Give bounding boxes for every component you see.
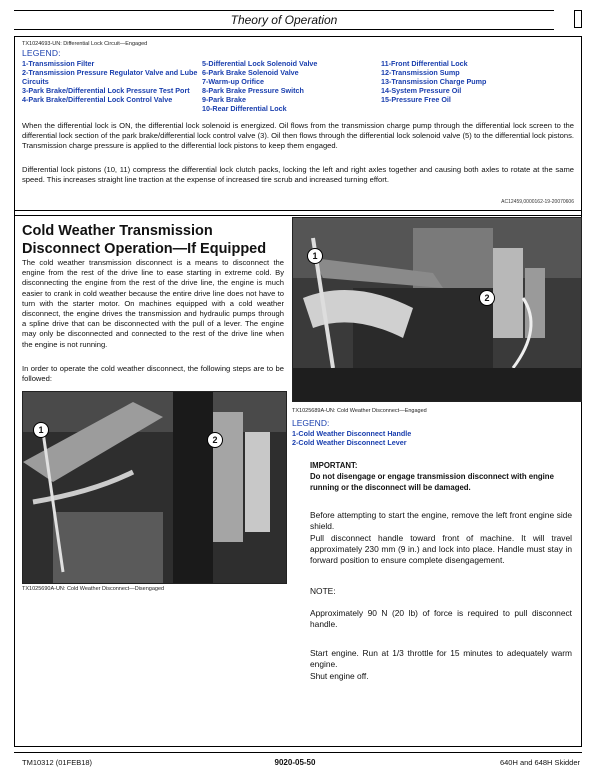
legend-title: LEGEND:	[22, 48, 61, 58]
note-label: NOTE:	[310, 586, 336, 596]
instruction-steps-1	[310, 510, 572, 566]
page-header	[14, 10, 554, 30]
diff-lock-paragraph-1: When the differential lock is ON, the differential lock solenoid is energized. Oil flows from the transmission charge pump through the differential lock screen to the differential lock section of the park brake/differential lock control valve (3). Oil then flows through the differential lock solenoid valve (5) to the differential lock pistons. Transmission charge pressure is applied to the differential lock pistons to keep them engaged.	[22, 121, 574, 151]
important-label: IMPORTANT:	[310, 461, 358, 470]
callout-2: 2	[207, 432, 223, 448]
step: Before attempting to start the engine, remove the left front engine side shield.	[310, 510, 572, 532]
legend-title: LEGEND:	[292, 418, 330, 428]
legend-item: 15-Pressure Free Oil	[381, 95, 451, 104]
step: Pull disconnect handle toward front of machine. It will travel approximately 230 mm (9 in.) and lock into place. Handle must stay in forward position to ensure complete disengagement.	[310, 532, 572, 566]
legend-item: 7-Warm-up Orifice	[202, 77, 265, 86]
legend-item: 13-Transmission Charge Pump	[381, 77, 487, 86]
legend-list	[292, 429, 411, 447]
legend-item: 2-Transmission Pressure Regulator Valve and Lube Circuits	[22, 68, 198, 86]
header-title: Theory of Operation	[230, 13, 338, 27]
callout-1: 1	[33, 422, 49, 438]
legend-item: 9-Park Brake	[202, 95, 246, 104]
step: Start engine. Run at 1/3 throttle for 15 minutes to adequately warm engine.	[310, 648, 572, 670]
legend-item: 1-Cold Weather Disconnect Handle	[292, 429, 412, 438]
legend-item: 3-Park Brake/Differential Lock Pressure Test Port	[22, 86, 190, 95]
legend-item: 11-Front Differential Lock	[381, 59, 468, 68]
figure-caption: TX1025690A-UN: Cold Weather Disconnect—Disengaged	[22, 586, 165, 592]
legend-item: 2-Cold Weather Disconnect Lever	[292, 438, 407, 447]
legend-item: 10-Rear Differential Lock	[202, 104, 287, 113]
callout-1: 1	[307, 248, 323, 264]
important-text: Do not disengage or engage transmission disconnect with engine running or the disconnect will be damaged.	[310, 472, 554, 492]
section-title: Cold Weather Transmission Disconnect Operation—If Equipped	[22, 223, 267, 257]
footer-page-number: 9020-05-50	[274, 758, 316, 767]
instruction-steps-2	[310, 648, 572, 682]
engaged-photo	[292, 217, 582, 402]
figure-caption: TX1024693-UN: Differential Lock Circuit—Engaged	[22, 41, 148, 47]
figure-caption: TX1025689A-UN: Cold Weather Disconnect—Engaged	[292, 408, 427, 414]
engine-bay-image	[293, 218, 581, 401]
reference-code: AC12459,0000162-19-20070606	[501, 199, 574, 205]
footer-model: 640H and 648H Skidder	[499, 758, 580, 767]
legend-item: 4-Park Brake/Differential Lock Control Valve	[22, 95, 173, 104]
disengaged-photo	[22, 391, 287, 584]
footer-rule	[14, 752, 582, 753]
engine-bay-image	[23, 392, 286, 583]
callout-2: 2	[479, 290, 495, 306]
legend-item: 12-Transmission Sump	[381, 68, 460, 77]
note-text: Approximately 90 N (20 lb) of force is required to pull disconnect handle.	[310, 608, 572, 630]
legend-item: 6-Park Brake Solenoid Valve	[202, 68, 299, 77]
legend-item: 8-Park Brake Pressure Switch	[202, 86, 304, 95]
legend-column-2	[202, 59, 372, 113]
legend-column-1	[22, 59, 200, 104]
cold-weather-paragraph-2: In order to operate the cold weather disconnect, the following steps are to be followed:	[22, 364, 284, 384]
legend-item: 1-Transmission Filter	[22, 59, 95, 68]
header-tab-marker	[574, 10, 582, 28]
legend-item: 5-Differential Lock Solenoid Valve	[202, 59, 318, 68]
step: Shut engine off.	[310, 670, 369, 681]
cold-weather-paragraph-1: The cold weather transmission disconnect is a means to disconnect the engine from the rest of the drive line to ease starting in extreme cold. By disconnecting the engine from the rest of the drive line, the engine is much easier to crank in cold weather because the entire drive line does not have to turn with the starter motor. On machines equipped with a cold weather disconnect, the engine drives the transmission and hydraulic pumps through a spline drive that can be disconnected with the pull of a lever. The engine may only be disconnected and connected to the rest of the drive line when the engine is not running.	[22, 258, 284, 349]
footer-manual-id: TM10312 (01FEB18)	[22, 758, 93, 767]
legend-item: 14-System Pressure Oil	[381, 86, 462, 95]
diff-lock-paragraph-2: Differential lock pistons (10, 11) compress the differential lock clutch packs, locking the left and right axles together and causing both axles to rotate at the same speed. This increases straight line traction at the expense of increased tire scrub and increased turning effort.	[22, 165, 574, 185]
legend-column-3	[381, 59, 571, 104]
